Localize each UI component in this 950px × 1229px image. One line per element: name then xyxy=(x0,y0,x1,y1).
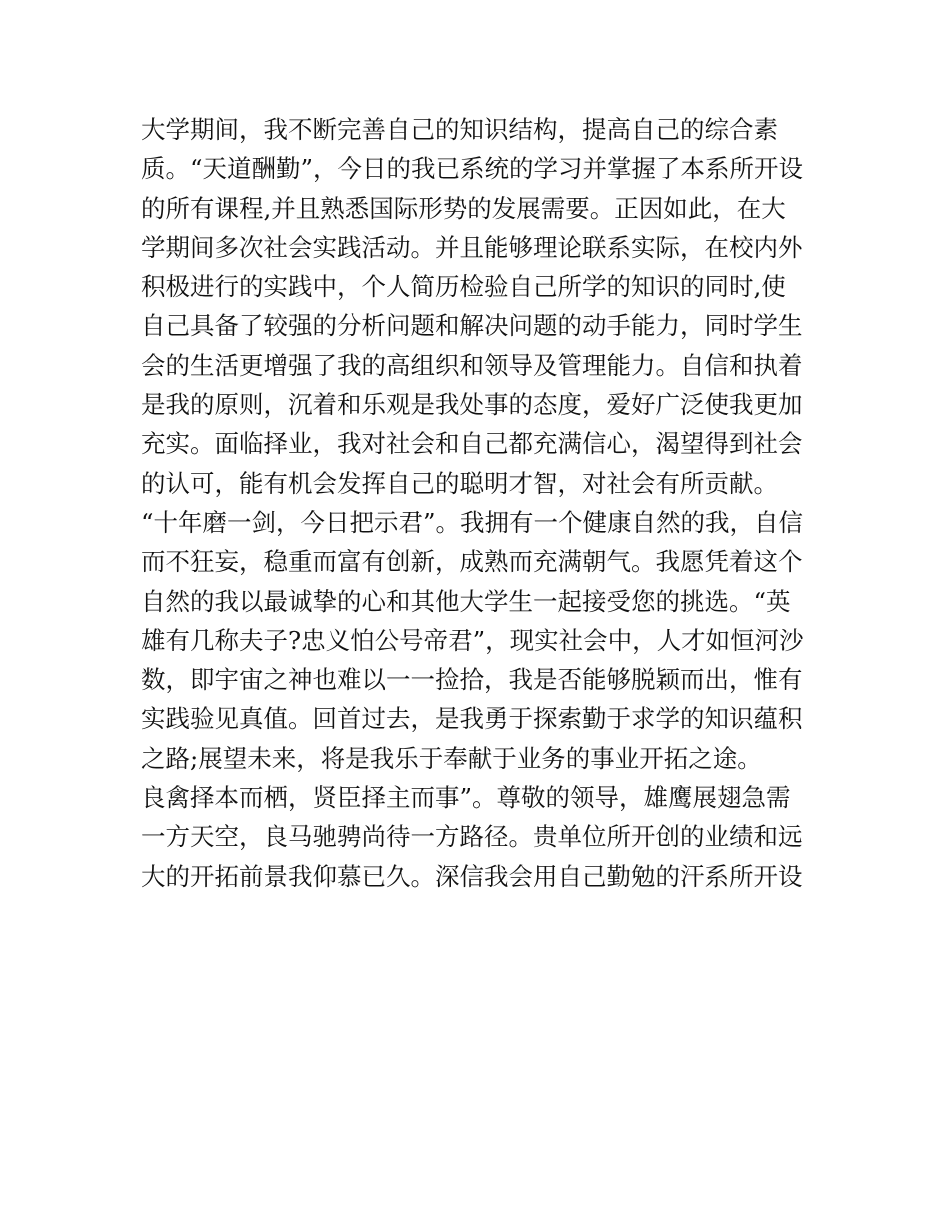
text-line: 的所有课程,并且熟悉国际形势的发展需要。正因如此，在大 xyxy=(141,193,786,223)
text-line: 的认可，能有机会发挥自己的聪明才智，对社会有所贡献。 xyxy=(141,468,778,498)
text-line: 充实。面临择业，我对社会和自己都充满信心，渴望得到社会 xyxy=(141,429,803,459)
text-line: 一方天空，良马驰骋尚待一方路径。贵单位所开创的业绩和远 xyxy=(141,822,803,852)
text-line: 而不狂妄，稳重而富有创新，成熟而充满朝气。我愿凭着这个 xyxy=(141,547,803,577)
text-line: 数，即宇宙之神也难以一一捡拾，我是否能够脱颖而出，惟有 xyxy=(141,665,803,695)
text-line: 是我的原则，沉着和乐观是我处事的态度，爱好广泛使我更加 xyxy=(141,390,803,420)
body-text xyxy=(141,110,821,896)
text-line: 自然的我以最诚挚的心和其他大学生一起接受您的挑选。“英 xyxy=(141,586,791,616)
text-line: 大学期间，我不断完善自己的知识结构，提高自己的综合素 xyxy=(141,115,778,144)
text-line: 雄有几称夫子?忠义怕公号帝君”，现实社会中，人才如恒河沙 xyxy=(141,625,804,655)
text-line: 自己具备了较强的分析问题和解决问题的动手能力，同时学生 xyxy=(141,311,803,341)
text-line: 积极进行的实践中，个人简历检验自己所学的知识的同时,使 xyxy=(141,272,786,302)
text-line: 之路;展望未来，将是我乐于奉献于业务的事业开拓之途。 xyxy=(141,743,762,773)
text-line: “十年磨一剑，今日把示君”。我拥有一个健康自然的我，自信 xyxy=(141,507,804,537)
text-line: 质。“天道酬勤”，今日的我已系统的学习并掌握了本系所开设 xyxy=(141,154,804,184)
text-line: 学期间多次社会实践活动。并且能够理论联系实际，在校内外 xyxy=(141,232,803,262)
text-line: 大的开拓前景我仰慕已久。深信我会用自己勤勉的汗系所开设 xyxy=(141,861,803,891)
text-line: 良禽择本而栖，贤臣择主而事”。尊敬的领导，雄鹰展翅急需 xyxy=(141,783,791,813)
text-line: 实践验见真值。回首过去，是我勇于探索勤于求学的知识蕴积 xyxy=(141,704,803,734)
text-line: 会的生活更增强了我的高组织和领导及管理能力。自信和执着 xyxy=(141,350,803,380)
